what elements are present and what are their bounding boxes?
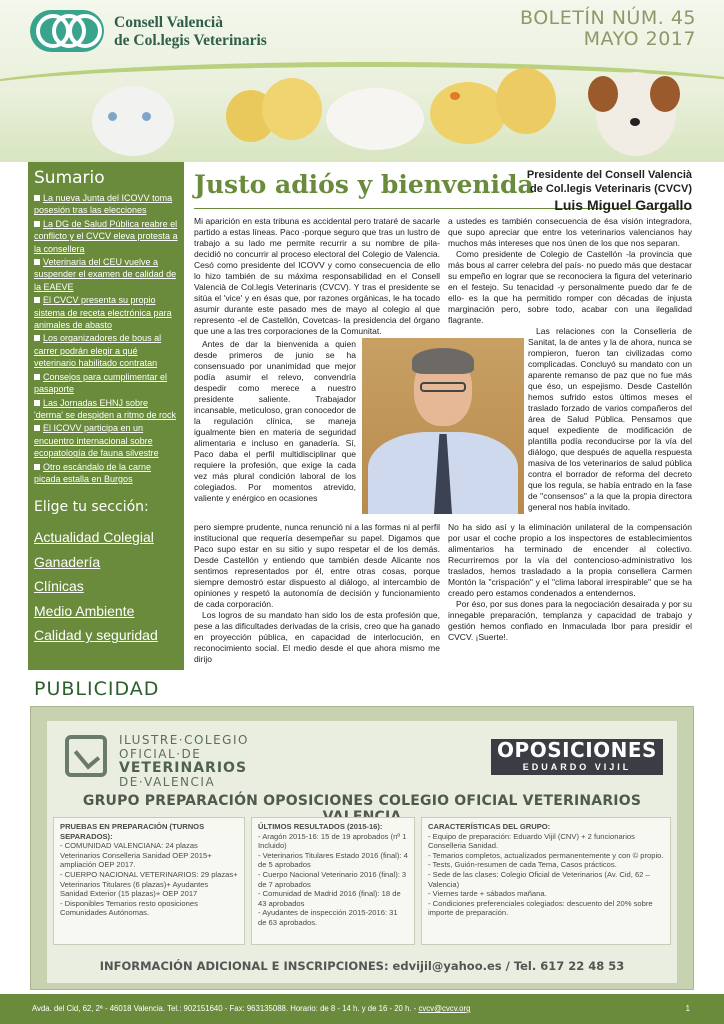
ad-headline: GRUPO PREPARACIÓN OPOSICIONES COLEGIO OFICIAL VETERINARIOS: [82, 793, 642, 809]
page-header: [0, 0, 724, 162]
cvcv-logo[interactable]: [30, 10, 104, 52]
page-number: 1: [685, 1004, 690, 1013]
article-paragraph: a ustedes es también consecuencia de ésa visión integradora, que supo apreciar que entre los veterinarios valencianos hay muchos más intereses que nos únen de los que nos separan.: [448, 216, 692, 248]
ad-contact-line[interactable]: INFORMACIÓN ADICIONAL E INSCRIPCIONES: edvijil@yahoo.es / Tel. 617 22 48 53: [99, 959, 625, 973]
ad-box-resultados: [251, 817, 415, 945]
college-name-line: DE·VALENCIA: [119, 775, 216, 789]
author-role-line1: Presidente del Consell Valencià: [526, 169, 692, 181]
article-paragraph: Antes de dar la bienvenida a quien desde primeros de junio se ha consensuado por unanimidad que mejor podía asumir el relevo, convendría despedir como merece a nuestro presidente saliente. Trabajador incansable, meticuloso, gran conocedor de la regulación clínica, se maneja igualmente bien en materia de seguridad alimentaria e incluso en ganadería. Sí, Paco daba el perfil multidisciplinar que requiere la profesión, que exige la cada vez más plural condición laboral de los colegiados. Por momentos atrevido, valiente y enérgico en ocasiones: [194, 339, 356, 503]
section-link-calidad[interactable]: Calidad y seguridad: [34, 627, 158, 644]
summary-link[interactable]: Las Jornadas EHNJ sobre 'derma' se despiden a ritmo de rock: [34, 397, 177, 420]
ad-box-title: CARACTERÍSTICAS DEL GRUPO:: [428, 822, 551, 831]
section-link-clinicas[interactable]: Clínicas: [34, 578, 84, 595]
college-name: [119, 733, 249, 789]
bulletin-date: MAYO 2017: [583, 28, 696, 50]
article-title: Justo adiós y bienvenida: [194, 170, 534, 199]
rabbit-image: [326, 88, 424, 150]
college-name-line: VETERINARIOS: [119, 760, 248, 776]
bulletin-number: BOLETÍN NÚM. 45: [520, 7, 696, 29]
summary-item[interactable]: [34, 332, 178, 369]
summary-item[interactable]: [34, 192, 178, 217]
article-paragraph: Las relaciones con la Conselleria de Sanitat, la de antes y la de ahora, nunca se rompieron, fueron tan civilizadas como complicadas. Concluyó su mandato con un aparente remanso de paz que no fue más que éso, un espejismo. Desde Castellón hemos sufrido estos últimos meses el traslado forzado de varios compañeros del área de Salud Pública. Pensamos que aquel expediente de modificación de plantilla podía reconducirse por la vía del diálogo, que después de aquella respuesta masiva de los veterinarios de salud pública contra el borrador de reforma del decreto que los regula, se había entrado en la fase de "consensos" a la que la propia directora general nos había invitado.: [528, 326, 692, 512]
summary-item[interactable]: [34, 218, 178, 255]
article-paragraph: Por éso, por sus dones para la negociación desairada y por su innegable preparación, templanza y capacidad de trabajo y gestión hemos confiado en Inmaculada Ibor para presidir el CVCV. ¡Suerte!.: [448, 599, 692, 642]
ad-box-caracteristicas: [421, 817, 671, 945]
sidebar: [28, 162, 184, 670]
ad-box-title: PRUEBAS EN PREPARACIÓN (TURNOS SEPARADOS):: [60, 822, 205, 841]
brand-line1: OPOSICIONES: [497, 738, 657, 762]
advertising-title: PUBLICIDAD: [34, 678, 160, 700]
org-name-line2: de Col.legis Veterinaris: [114, 32, 267, 49]
college-name-line: OFICIAL·DE: [119, 747, 202, 761]
summary-item[interactable]: [34, 397, 178, 422]
summary-link[interactable]: El ICOVV participa en un encuentro internacional sobre ecopatología de fauna silvestre: [34, 423, 159, 459]
author-block: [476, 168, 692, 215]
article-paragraph: Como presidente de Colegio de Castellón -la provincia que más bous al carrer celebra del país- no puedo más que destacar su empeño en lograr que se reconociera la figura del veterinario en el festejo. Su tenacidad -y personalmente puedo dar fe de ello- es la que ha permitido romper con décadas de injusta marginación pero, sobre todo, acabar con una ilegalidad flagrante.: [448, 249, 692, 325]
section-chooser-title: Elige tu sección:: [34, 499, 149, 516]
footer-address: Avda. del Cid, 62, 2ª - 46018 Valencia. Tel.: 902151640 - Fax: 963135088. Horario: de 8 - 14 h. y de 16 - 20 h. -: [32, 1004, 419, 1013]
summary-title: Sumario: [34, 168, 105, 188]
org-name: [114, 14, 267, 50]
oposiciones-logo: [491, 739, 663, 775]
chick-image: [262, 78, 322, 140]
article-column-right: [448, 216, 692, 513]
org-name-line1: Consell Valencià: [114, 14, 223, 31]
article-paragraph: pero siempre prudente, nunca renunció ni a las formas ni al perfil institucional que requería desempeñar su papel. Digamos que Paco supo estar en su sitio y supo respetar el de los demás. Desde Castellón y entiendo que también desde Alicante nos sentimos representados por él, entre otras cosas, porque siempre demostró estar dispuesto al diálogo, al intercambio de opiniones y respetó la autonomía de decisión y funcionamiento de cada corporación.: [194, 522, 440, 609]
ad-box-body: - COMUNIDAD VALENCIANA: 24 plazas Veterinarios Conselleria Sanidad OEP 2015+ ampliación OEP 2017. - CUERPO NACIONAL VETERINARIOS: 29 plazas+ Veterinarios Titulares (6 plazas)+ Ayudantes Sanidad Exterior (15 plazas)+ OEP 2017 - Disponibles Temarios resto oposiciones Comunidades Autónomas.: [60, 841, 238, 918]
advertisement[interactable]: [30, 706, 694, 990]
article-paragraph: Los logros de su mandato han sido los de esta profesión que, pese a las dificultades derivadas de la crisis, creo que ha ganado en proyección pública, en capacidad de interlocución, en reconocimiento social. El medio desde el que ahora mismo me dirijo: [194, 610, 440, 664]
summary-link[interactable]: Otro escándalo de la carne picada estalla en Burgos: [34, 461, 152, 484]
summary-item[interactable]: [34, 256, 178, 293]
summary-list: [34, 192, 178, 485]
summary-item[interactable]: [34, 371, 178, 396]
page-footer: [0, 994, 724, 1024]
chick-image: [496, 68, 556, 134]
summary-link[interactable]: La DG de Salud Pública reabre el conflicto y el CVCV eleva protesta a la consellera: [34, 218, 178, 254]
summary-link[interactable]: Veterinaria del CEU vuelve a suspender el examen de calidad de la EAEVE: [34, 257, 177, 292]
cat-image: [92, 86, 174, 156]
article-paragraph: No ha sido así y la eliminación unilateral de la compensación por usar el coche propio a los inspectores de establecimientos alimentarios ha terminado de encender al colectivo. Recurriremos por la vía del contencioso-administrativo los traslados, hemos trasladado a la propia consellera Carmen Montón la "crispación" y el "clima laboral irrespirable" que se ha creado pero estamos condenados a entendernos.: [448, 522, 692, 598]
brand-line2: EDUARDO VIJIL: [522, 762, 632, 772]
ad-box-body: - Equipo de preparación: Eduardo Vijil (CNV) + 2 funcionarios Conselleria Sanidad. - Temarios completos, actualizados permanentemente y con © propio. - Tests, Guión-resumen de cada Tema, Casos prácticos. - Sede de las clases: Colegio Oficial de Veterinarios (Av. Cid, 62 – Valencia) - Viernes tarde + sábados mañana. - Condiciones preferenciales colegiados: descuento del 20% sobre importe de preparación.: [428, 831, 664, 918]
article-paragraph: Mi aparición en esta tribuna es accidental pero trataré de sacarle partido a estas líneas. Paco -porque seguro que tras un lustro de trabajo a su lado me permite recurrir a su nombre de pila- decidió no concurrir al proceso electoral del Colegio de Valencia. Cesó como presidente del ICOVV y como consecuencia de ello lo hizo también de su máxima responsabilidad en el Consell Valencià de Col.legis Veterinaris (CVCV). Y tras el presidente se sitúa el 'vice' y en ésas que, por razones orgánicas, le ha tocado asumir durante este pasado mes de mayo al colegio al que represento -el de Castellón, Covetcas- la presidencia del órgano que une a las tres corporaciones de la Comunitat.: [194, 216, 440, 336]
header-animals-banner: [0, 62, 724, 162]
section-link-ganaderia[interactable]: Ganadería: [34, 553, 101, 570]
author-role-line2: de Col.legis Veterinaris (CVCV): [530, 183, 692, 195]
section-link-actualidad[interactable]: Actualidad Colegial: [34, 529, 154, 546]
ad-box-title: ÚLTIMOS RESULTADOS (2015-16):: [258, 822, 383, 831]
college-name-line: ILUSTRE·COLEGIO: [119, 733, 249, 747]
summary-link[interactable]: Consejos para cumplimentar el pasaporte: [34, 371, 168, 395]
section-link-medio-ambiente[interactable]: Medio Ambiente: [34, 602, 135, 619]
chick-image: [430, 82, 506, 144]
summary-link[interactable]: Los organizadores de bous al carrer podrán elegir a qué veterinario habilitado contratan: [34, 333, 162, 369]
summary-link[interactable]: El CVCV presenta su propio sistema de receta electrónica para animales de abasto: [34, 295, 172, 331]
summary-item[interactable]: [34, 422, 178, 459]
ad-box-pruebas: [53, 817, 245, 945]
author-name: Luis Miguel Gargallo: [554, 197, 692, 213]
summary-item[interactable]: [34, 461, 178, 486]
section-list: [34, 525, 178, 648]
bulletin-info: [520, 8, 696, 50]
ad-panel: [47, 721, 677, 983]
footer-email-link[interactable]: cvcv@cvcv.org: [418, 1004, 471, 1013]
summary-link[interactable]: La nueva Junta del ICOVV toma posesión tras las elecciones: [34, 193, 173, 216]
summary-item[interactable]: [34, 294, 178, 331]
ad-box-body: - Aragón 2015-16: 15 de 19 aprobados (nº 1 Incluido) - Veterinarios Titulares Estado 2016 (final): 4 de 5 aprobados - Cuerpo Nacional Veterinario 2016 (final): 3 de 7 aprobados - Comunidad de Madrid 2016 (final): 18 de 43 aprobados - Ayudantes de inspección 2015-2016: 31 de 63 aprobados.: [258, 831, 408, 927]
college-logo-icon: [65, 735, 107, 777]
article-bottom-columns: [194, 522, 692, 665]
